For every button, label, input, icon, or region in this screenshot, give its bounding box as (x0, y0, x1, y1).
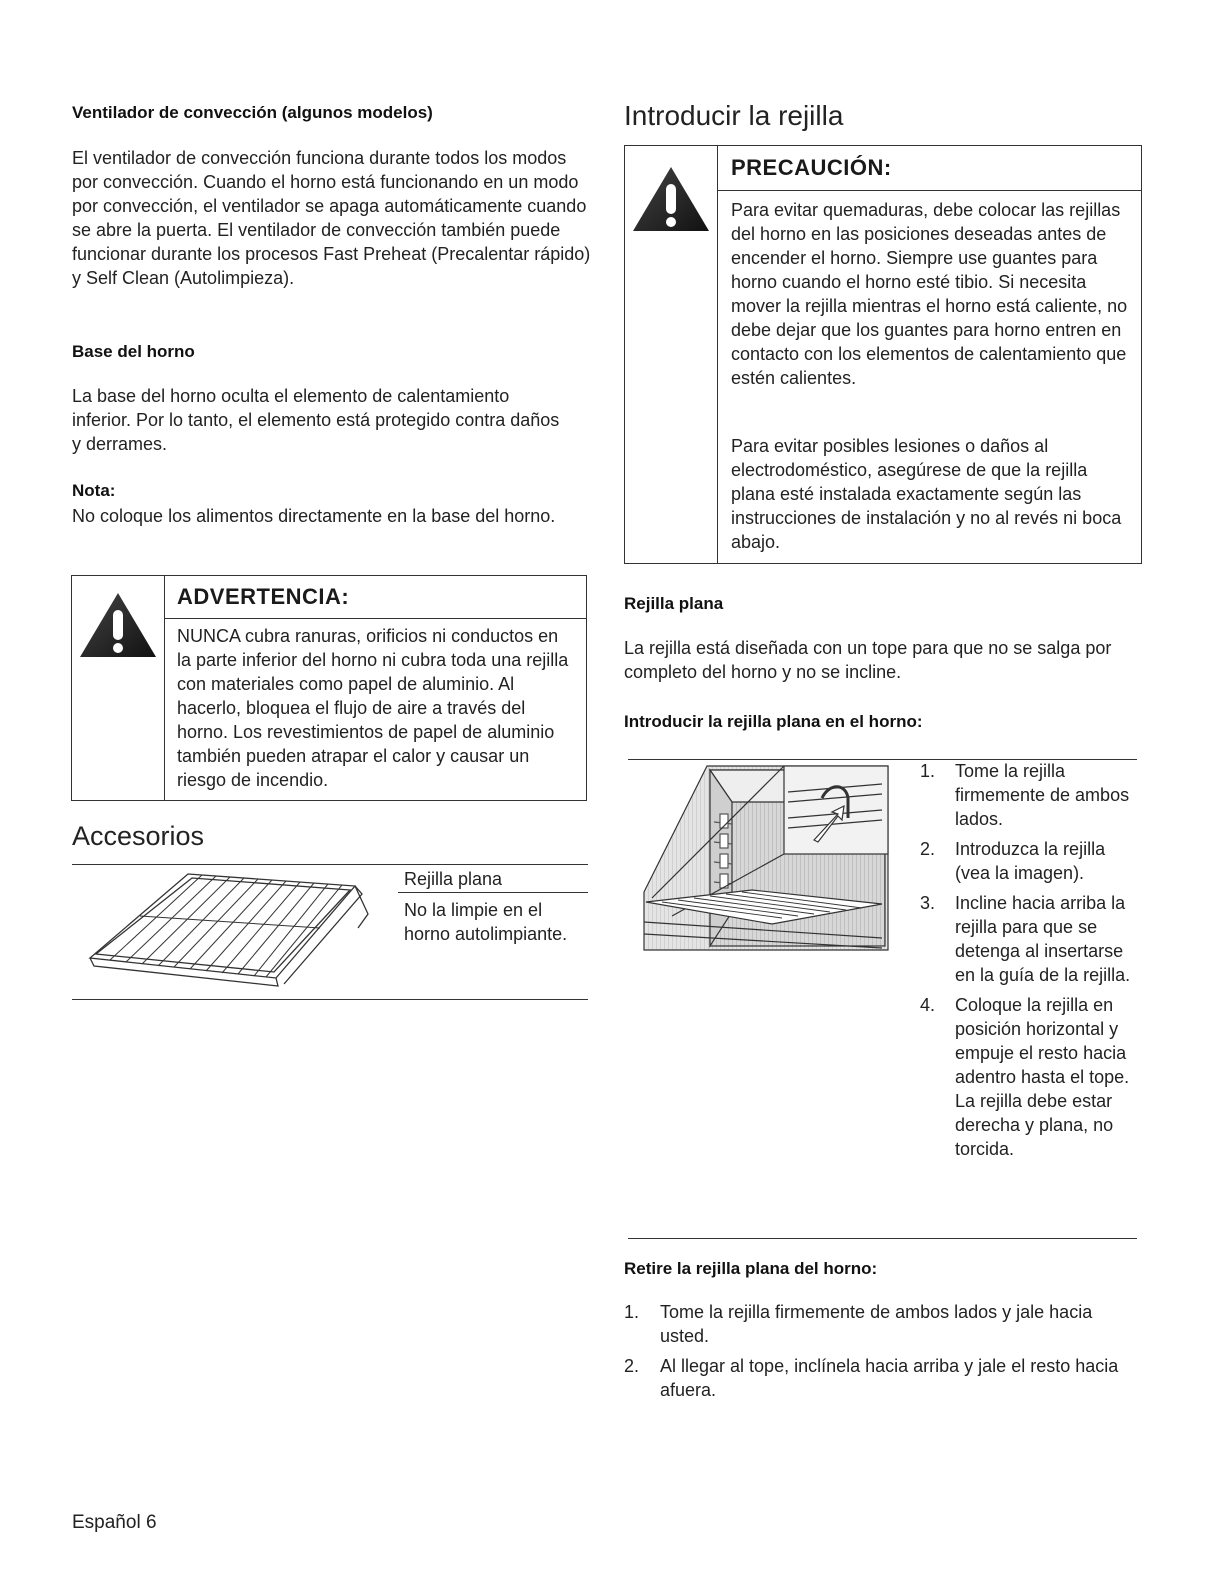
list-item: 2. Al llegar al tope, inclínela hacia arriba y jale el resto hacia afuera. (624, 1356, 1119, 1400)
oven-rack-insertion-illustration (632, 762, 904, 962)
warning-title: ADVERTENCIA: (177, 584, 350, 609)
convection-text: El ventilador de convección funciona durante todos los modos por convección. Cuando el horno está funcionando en un modo por convección, el ventilador se apaga automáticamente cuando se abre la puerta. El ventilador de convección también puede funcionar durante los procesos Fast Preheat (Precalentar rápido) y Self Clean (Autolimpieza). (72, 148, 591, 288)
caution-title: PRECAUCIÓN: (731, 155, 892, 180)
note-text: No coloque los alimentos directamente en la base del horno. (72, 506, 556, 526)
insert-heading: Introducir la rejilla plana en el horno: (624, 712, 923, 731)
caution-text-1: Para evitar quemaduras, debe colocar las rejillas del horno en las posiciones deseadas antes de encender el horno. Siempre use guantes para horno cuando el horno esté tibio. Si necesita mover la rejilla mientras el horno está caliente, no debe dejar que los guantes para horno entren en contacto con los elementos de calentamiento que estén calientes. (731, 200, 1128, 388)
remove-steps-list (624, 1300, 1139, 1402)
list-item: 1. Tome la rejilla firmemente de ambos lados y jale hacia usted. (624, 1302, 1093, 1346)
list-item: 2. Introduzca la rejilla (vea la imagen). (920, 839, 1106, 883)
warning-text: NUNCA cubra ranuras, orificios ni conductos en la parte inferior del horno ni cubra toda una rejilla con materiales como papel de aluminio. Al hacerlo, bloquea el flujo de aire a través del horno. Los revestimientos de papel de aluminio también pueden atrapar el calor y causar un riesgo de incendio. (177, 626, 569, 790)
accessories-title: Accesorios (72, 821, 205, 851)
list-item: 4. Coloque la rejilla en posición horizontal y empuje el resto hacia adentro hasta el tope. La rejilla debe estar derecha y plana, no torcida. (920, 995, 1130, 1159)
remove-heading: Retire la rejilla plana del horno: (624, 1259, 878, 1278)
accessory-name: Rejilla plana (404, 869, 503, 889)
warning-box (71, 575, 587, 801)
page-footer-label: Español 6 (72, 1512, 157, 1533)
flat-rack-illustration (80, 866, 380, 996)
convection-heading: Ventilador de convección (algunos modelos) (72, 103, 433, 122)
list-item: 1. Tome la rejilla firmemente de ambos lados. (920, 761, 1130, 829)
base-heading: Base del horno (72, 342, 195, 361)
insert-steps-list (920, 759, 1135, 1161)
accessory-note: No la limpie en el horno autolimpiante. (404, 900, 568, 944)
flat-rack-heading: Rejilla plana (624, 594, 724, 613)
caution-text-2: Para evitar posibles lesiones o daños al electrodoméstico, asegúrese de que la rejilla plana esté instalada exactamente según las instrucciones de instalación y no al revés ni boca abajo. (731, 436, 1122, 552)
note-heading: Nota: (72, 481, 116, 500)
flat-rack-text: La rejilla está diseñada con un tope para que no se salga por completo del horno y no se incline. (624, 638, 1112, 682)
warning-triangle-icon (631, 164, 711, 234)
warning-triangle-icon (78, 590, 158, 660)
caution-box (624, 145, 1142, 564)
base-text: La base del horno oculta el elemento de calentamiento inferior. Por lo tanto, el elemento está protegido contra daños y derrames. (72, 386, 560, 454)
right-title: Introducir la rejilla (624, 100, 844, 131)
list-item: 3. Incline hacia arriba la rejilla para que se detenga al insertarse en la guía de la rejilla. (920, 893, 1131, 985)
